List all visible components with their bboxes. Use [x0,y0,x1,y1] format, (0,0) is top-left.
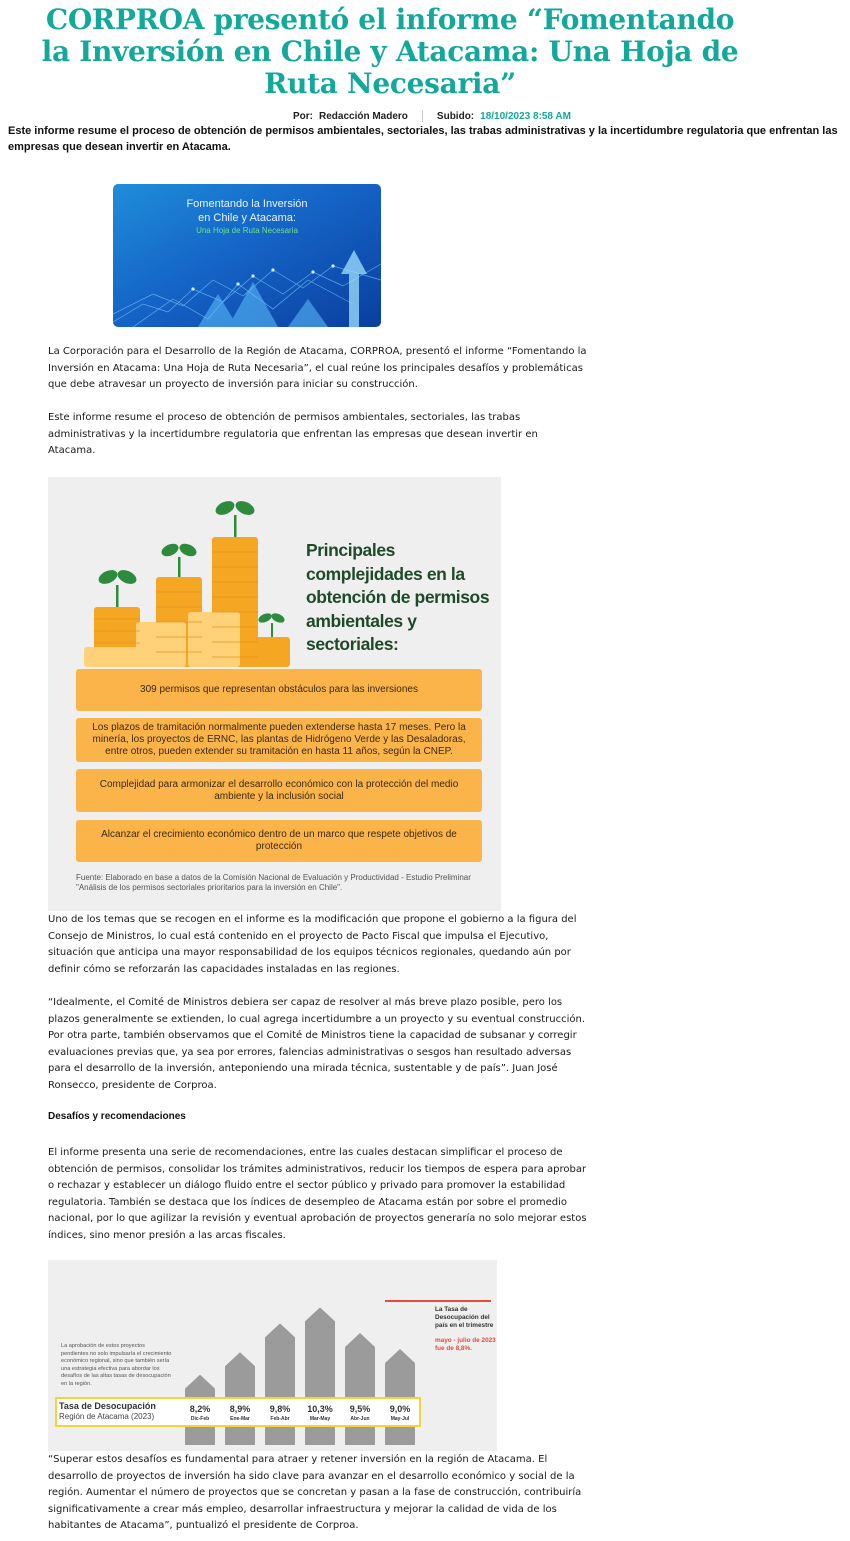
chart-category-label-5: Abr-Jun [350,1416,370,1422]
reference-highlight: mayo - julio de 2023 fue de 8,8%. [435,1337,496,1352]
paragraph-1: La Corporación para el Desarrollo de la Región de Atacama, CORPROA, presentó el informe “Fomentando la Inversión en Atacama: Una Hoja de Ruta Necesaria”, el cual reúne los principales desafíos y problemáticas que debe atravesar un proyecto de inversión para iniciar su construcción. [48,346,587,391]
article-title: CORPROA presentó el informe “Fomentando la Inversión en Chile y Atacama: Una Hoja de Ruta Necesaria” [41,3,739,100]
hero-title-line-2: en Chile y Atacama: [198,212,296,224]
chart-value-label-4: 10,3% [307,1404,333,1414]
chart-title: Tasa de Desocupación [59,1401,156,1411]
meta-divider [422,110,423,122]
paragraph-3: Uno de los temas que se recogen en el informe es la modificación que propone el gobierno a la figura del Consejo de Ministros, lo cual está contenido en el proyecto de Pacto Fiscal que impulsa el Ejecutivo, situación que anticipa una mayor responsabilidad de los equipos técnicos regionales, quedando aún por definir cómo se reforzarán las capacidades instaladas en las regiones. [48,914,577,975]
chart-value-label-6: 9,0% [389,1404,411,1414]
uploaded-label: Subido: [436,110,475,122]
chart-category-label-6: May-Jul [390,1416,410,1422]
infographic-heading: Principales complejidades en la obtención de permisos ambientales y sectoriales: [306,540,490,654]
article-meta [293,109,571,123]
chart-bar-5 [345,1333,375,1445]
infographic-item-4: Alcanzar el crecimiento económico dentro de un marco que respete objetivos de protección [76,820,482,862]
chart-value-label-2: 8,9% [229,1404,251,1414]
infographic-item-3: Complejidad para armonizar el desarrollo económico con la protección del medio ambiente y la inclusión social [76,769,482,812]
infographic-permits [48,477,501,911]
reference-note: La Tasa de Desocupación del país en el trimestre [435,1306,494,1329]
chart-value-label-5: 9,5% [349,1404,371,1414]
chart-category-label-4: Mar-May [309,1416,331,1422]
hero-title [113,197,381,225]
infographic-source: Fuente: Elaborado en base a datos de la Comisión Nacional de Evaluación y Productividad - Estudio Preliminar "Análisis de los permisos sectoriales prioritarios para la inversión en Chile". [76,873,471,892]
author-name[interactable]: Redacción Madero [319,110,408,122]
chart-category-label-3: Feb-Abr [270,1416,290,1422]
article-lead: Este informe resume el proceso de obtención de permisos ambientales, sectoriales, las trabas administrativas y la incertidumbre regulatoria que enfrentan las empresas que desean invertir en Atacama. [8,125,838,153]
author-label: Por: [293,110,313,122]
chart-category-label-1: Dic-Feb [190,1416,210,1422]
hero-subtitle: Una Hoja de Ruta Necesaria [196,226,298,235]
section-heading: Desafíos y recomendaciones [48,1111,186,1122]
paragraph-4: “Idealmente, el Comité de Ministros debiera ser capaz de resolver al más breve plazo posible, pero los plazos generalmente se extienden, lo cual agrega incertidumbre a un proyecto y su eventual construcción. Por otra parte, también observamos que el Comité de Ministros tiene la capacidad de subsanar y corregir evaluaciones previas que, ya sea por errores, falencias administrativas o sesgos han resultado adversas para el desarrollo de la inversión, anteponiendo una mirada técnica, sustentable y de país”. Juan José Ronsecco, presidente de Corproa. [48,997,586,1091]
paragraph-6: “Superar estos desafíos es fundamental para atraer y retener inversión en la región de Atacama. El desarrollo de proyectos de inversión ha sido clave para avanzar en el desarrollo económico y social de la región. Aumentar el número de proyectos que se concretan y pasan a la fase de construcción, contribuiría significativamente a crear más empleo, desarrollar infraestructura y mejorar la calidad de vida de los habitantes de Atacama”, puntualizó el presidente de Corproa. [48,1454,582,1532]
chart-category-label-2: Ene-Mar [230,1416,250,1422]
paragraph-2: Este informe resume el proceso de obtención de permisos ambientales, sectoriales, las trabas administrativas y la incertidumbre regulatoria que enfrentan las empresas que desean invertir en Atacama. [48,412,538,457]
coins-plants-illustration [78,497,308,692]
chart-value-label-1: 8,2% [189,1404,211,1414]
paragraph-5: El informe presenta una serie de recomendaciones, entre las cuales destacan simplificar el proceso de obtención de permisos, consolidar los trámites administrativos, reducir los tiempos de espera para aprobar o rechazar y establecer un diálogo fluido entre el sector público y privado para promover la estabilidad regulatoria. También se destaca que los índices de desempleo de Atacama están por sobre el promedio nacional, por lo que agilizar la revisión y eventual aprobación de proyectos generaría no solo mejorar estos índices, sino menor presión a las arcas fiscales. [48,1147,587,1241]
hero-image [113,184,381,327]
chart-annotation: La aprobación de estos proyectos pendientes no solo impulsaría el crecimiento económico regional, sino que también sería una estrategia efectiva para abordar los desafíos de las altas tasas de desocupación en la región. [61,1343,172,1387]
publish-date: 18/10/2023 8:58 AM [480,110,571,122]
unemployment-chart [48,1260,497,1451]
infographic-item-2: Los plazos de tramitación normalmente pueden extenderse hasta 17 meses. Pero la minería, los proyectos de ERNC, las plantas de Hidrógeno Verde y las Desaladoras, entre otros, pueden extender su tramitación en hasta 11 años, según la CNEP. [76,718,482,762]
chart-value-label-3: 9,8% [269,1404,291,1414]
infographic-item-1: 309 permisos que representan obstáculos para las inversiones [76,669,482,711]
hero-title-line-1: Fomentando la Inversión [186,198,308,210]
reference-line [385,1300,491,1302]
chart-subtitle: Región de Atacama (2023) [59,1412,155,1421]
